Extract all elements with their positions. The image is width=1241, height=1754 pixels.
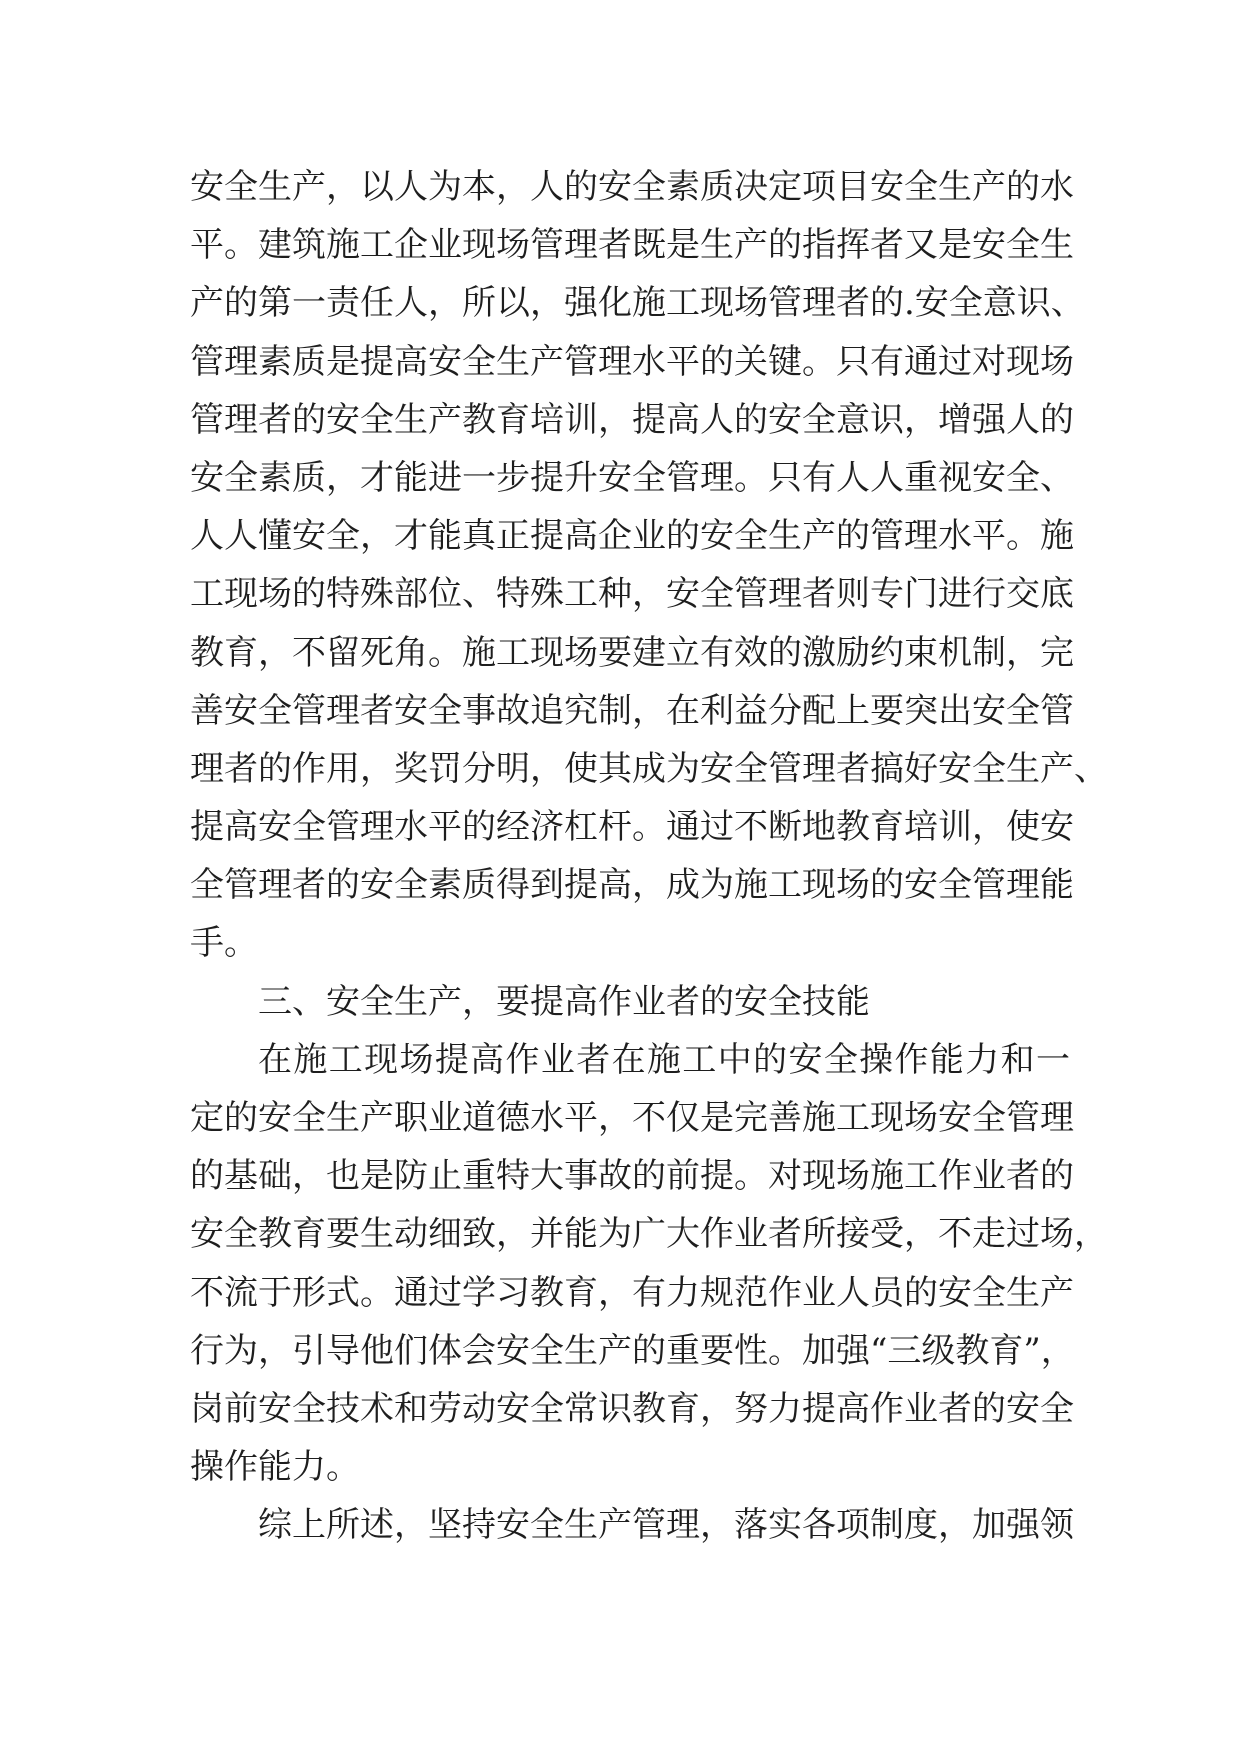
text-line: 手。 bbox=[190, 923, 258, 964]
text-line: 综上所述，坚持安全生产管理，落实各项制度，加强领 bbox=[258, 1505, 1074, 1546]
text-line: 理者的作用，奖罚分明，使其成为安全管理者搞好安全生产、 bbox=[190, 748, 1108, 789]
text-line: 人人懂安全，才能真正提高企业的安全生产的管理水平。施 bbox=[190, 516, 1074, 557]
text-line: 定的安全生产职业道德水平，不仅是完善施工现场安全管理 bbox=[190, 1098, 1074, 1138]
text-line: 在施工现场提高作业者在施工中的安全操作能力和一 bbox=[258, 1039, 1070, 1080]
text-line: 三、安全生产，要提高作业者的安全技能 bbox=[258, 981, 870, 1022]
text-line: 安全生产，以人为本，人的安全素质决定项目安全生产的水 bbox=[190, 167, 1074, 207]
text-line: 行为，引导他们体会安全生产的重要性。加强“三级教育”， bbox=[190, 1330, 1075, 1371]
text-line: 管理素质是提高安全生产管理水平的关键。只有通过对现场 bbox=[190, 341, 1074, 382]
text-line: 岗前安全技术和劳动安全常识教育，努力提高作业者的安全 bbox=[190, 1388, 1074, 1429]
text-line: 教育，不留死角。施工现场要建立有效的激励约束机制，完 bbox=[190, 632, 1074, 673]
body-text bbox=[190, 158, 1108, 1555]
text-line: 安全素质，才能进一步提升安全管理。只有人人重视安全、 bbox=[190, 457, 1074, 498]
text-line: 不流于形式。通过学习教育，有力规范作业人员的安全生产 bbox=[190, 1272, 1074, 1313]
text-line: 操作能力。 bbox=[190, 1447, 360, 1488]
text-line: 的基础，也是防止重特大事故的前提。对现场施工作业者的 bbox=[190, 1156, 1074, 1197]
text-line: 平。建筑施工企业现场管理者既是生产的指挥者又是安全生 bbox=[190, 225, 1074, 266]
text-line: 工现场的特殊部位、特殊工种，安全管理者则专门进行交底 bbox=[190, 574, 1074, 615]
text-line: 全管理者的安全素质得到提高，成为施工现场的安全管理能 bbox=[190, 865, 1074, 906]
text-line: 提高安全管理水平的经济杠杆。通过不断地教育培训，使安 bbox=[190, 807, 1074, 848]
text-line: 管理者的安全生产教育培训，提高人的安全意识，增强人的 bbox=[190, 399, 1074, 440]
text-line: 善安全管理者安全事故追究制，在利益分配上要突出安全管 bbox=[190, 690, 1074, 731]
text-line: 产的第一责任人，所以，强化施工现场管理者的.安全意识、 bbox=[190, 283, 1085, 324]
text-line: 安全教育要生动细致，并能为广大作业者所接受，不走过场， bbox=[190, 1214, 1108, 1255]
